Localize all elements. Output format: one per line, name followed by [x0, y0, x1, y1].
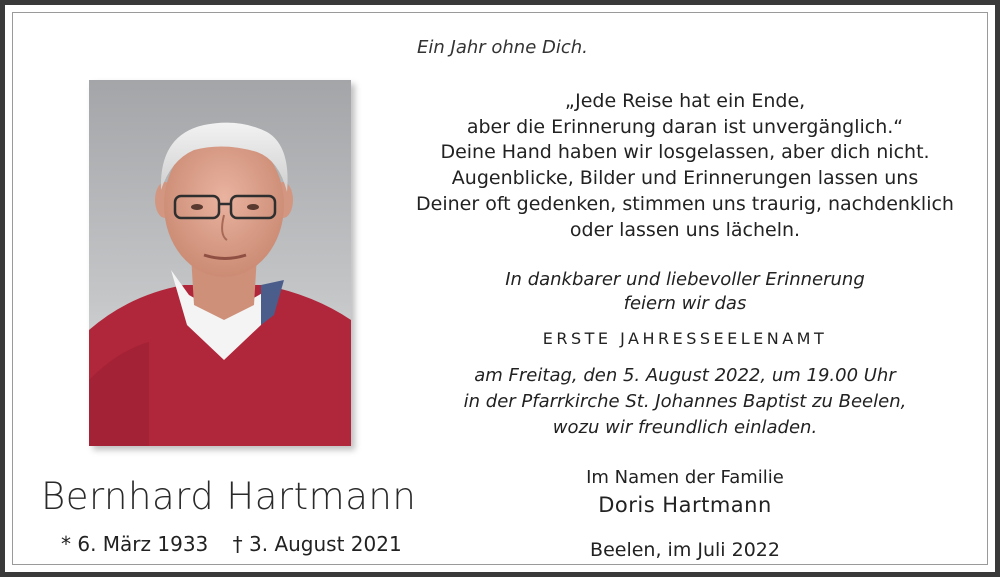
quote-line: Deiner oft gedenken, stimmen uns traurig, nachdenklich [416, 192, 954, 215]
memory-line: feiern wir das [623, 293, 747, 314]
quote-line: aber die Erinnerung daran ist unvergänglich.“ [466, 115, 904, 138]
memory-line: In dankbarer und liebevoller Erinnerung [505, 269, 865, 290]
quote-line: oder lassen uns lächeln. [569, 218, 801, 241]
portrait-image [89, 80, 351, 446]
family-label: Im Namen der Familie [586, 467, 784, 488]
quote-line: Augenblicke, Bilder und Erinnerungen lassen uns [451, 167, 919, 190]
place-date: Beelen, im Juli 2022 [590, 539, 780, 561]
service-title: ERSTE JAHRESSEELENAMT [542, 329, 828, 348]
family-name: Doris Hartmann [598, 493, 772, 517]
death-date: † 3. August 2021 [232, 532, 402, 556]
quote-line: Deine Hand haben wir losgelassen, aber dich nicht. [440, 141, 930, 164]
service-details [405, 363, 965, 441]
birth-date: * 6. März 1933 [61, 532, 209, 556]
portrait-photo [89, 80, 351, 446]
life-dates [61, 532, 401, 556]
memory-text [405, 268, 965, 316]
detail-line: in der Pfarrkirche St. Johannes Baptist zu Beelen, [463, 391, 907, 412]
quote-line: „Jede Reise hat ein Ende, [564, 90, 806, 112]
memorial-quote [405, 89, 965, 243]
detail-line: wozu wir freundlich einladen. [552, 417, 818, 438]
deceased-name: Bernhard Hartmann [41, 475, 417, 518]
detail-line: am Freitag, den 5. August 2022, um 19.00 Uhr [474, 365, 896, 386]
opening-line: Ein Jahr ohne Dich. [417, 37, 588, 58]
